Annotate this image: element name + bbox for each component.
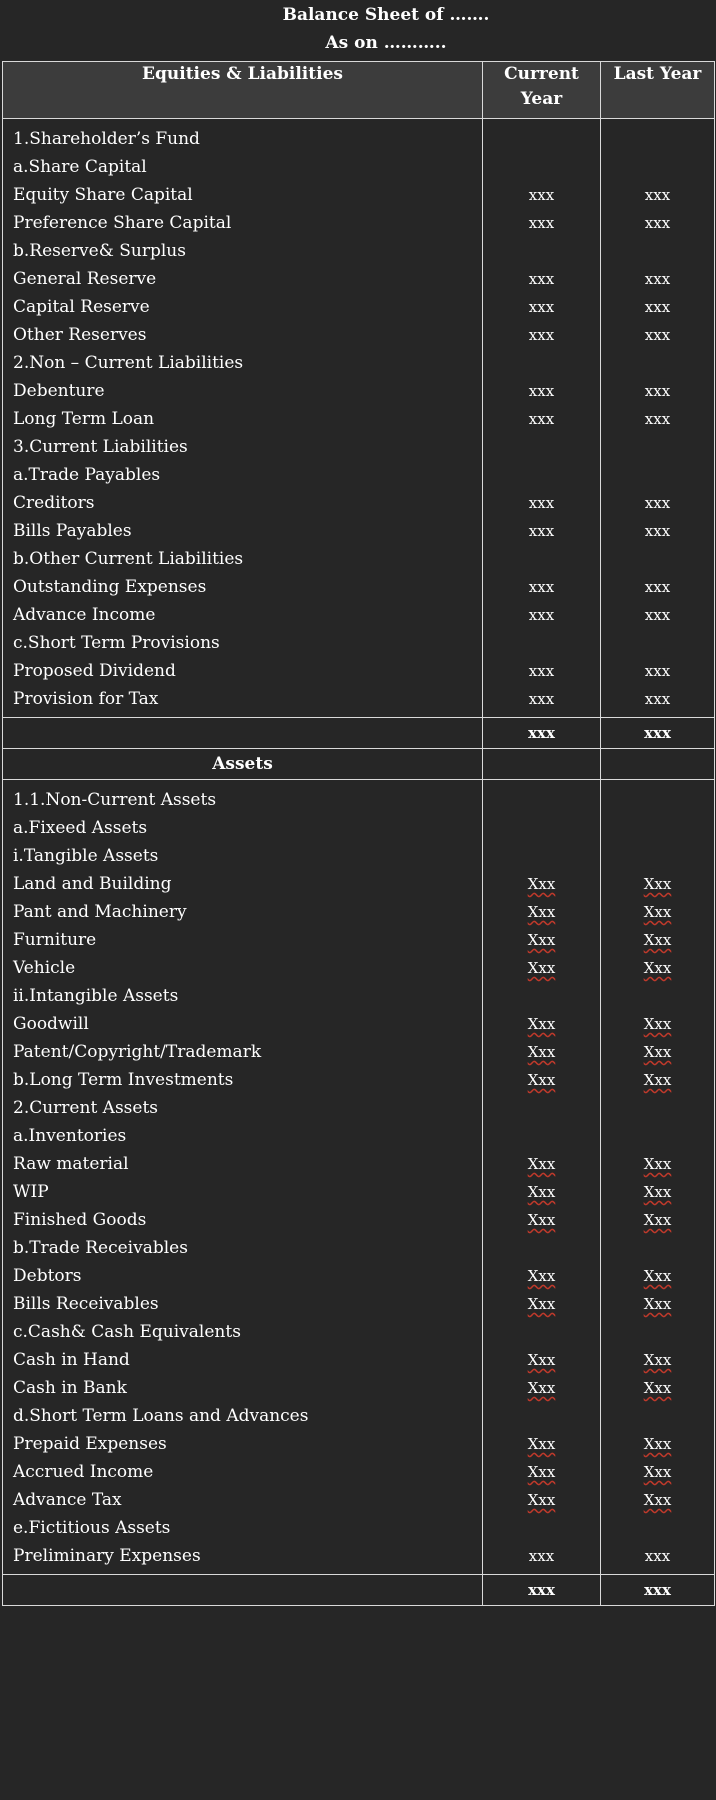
document-subtitle: As on ……….. [325, 33, 447, 53]
line-item-current-value [483, 1486, 600, 1514]
line-item-label: b.Reserve& Surplus [13, 241, 186, 261]
line-item-label: a.Share Capital [13, 157, 147, 177]
line-item-current-value [483, 629, 600, 657]
line-item-current-value-text: Xxx [527, 903, 556, 921]
assets-total-label-cell [3, 1575, 483, 1606]
line-item-current-value-text: Xxx [527, 959, 556, 977]
line-item-current-value-text: xxx [528, 298, 555, 316]
line-item-current-value [483, 209, 600, 237]
line-item-label: Finished Goods [13, 1210, 147, 1230]
liabilities-total-label-cell [3, 718, 483, 749]
line-item-current-value [483, 1514, 600, 1542]
balance-sheet-table [2, 61, 715, 1606]
line-item-last-value-text: Xxx [643, 1491, 672, 1509]
line-item-last-value-text: Xxx [643, 959, 672, 977]
cell-padding [483, 1570, 600, 1574]
line-item-label: Bills Receivables [13, 1294, 159, 1314]
line-item-label: 2.Non – Current Liabilities [13, 353, 244, 373]
document-title: Balance Sheet of ……. [282, 5, 490, 25]
line-item-label: b.Trade Receivables [13, 1238, 188, 1258]
line-item-label: Preference Share Capital [13, 213, 232, 233]
line-item-last-value-text: xxx [644, 1547, 671, 1565]
line-item-label: d.Short Term Loans and Advances [13, 1406, 309, 1426]
line-item-last-value [601, 1038, 714, 1066]
line-item-current-value-text: xxx [528, 270, 555, 288]
column-header-current-year: Current Year [483, 62, 601, 119]
line-item-current-value-text: Xxx [527, 1015, 556, 1033]
line-item-current-value-text: xxx [528, 662, 555, 680]
line-item-current-value [483, 405, 600, 433]
assets-heading-empty-cell [601, 749, 715, 780]
liabilities-description-cell [3, 119, 483, 718]
line-item-last-value-text: xxx [644, 326, 671, 344]
line-item-current-value [483, 926, 600, 954]
line-item-current-value-text: Xxx [527, 1183, 556, 1201]
line-item-last-value-text: xxx [644, 606, 671, 624]
line-item-current-value-text: xxx [528, 578, 555, 596]
line-item-last-value-text: Xxx [643, 1295, 672, 1313]
line-item-label: 1.Shareholder’s Fund [13, 129, 200, 149]
line-item-label: Other Reserves [13, 325, 147, 345]
line-item-label: 1.1.Non-Current Assets [13, 790, 217, 810]
line-item-last-value [601, 954, 714, 982]
line-item-last-value [601, 1150, 714, 1178]
assets-total-row [3, 1575, 715, 1606]
line-item-label: Land and Building [13, 874, 172, 894]
line-item-current-value [483, 573, 600, 601]
liabilities-total-last: xxx [601, 718, 715, 749]
line-item-label: 3.Current Liabilities [13, 437, 188, 457]
line-item-last-value [601, 1542, 714, 1570]
line-item-label: Debtors [13, 1266, 82, 1286]
cell-padding [601, 713, 714, 717]
line-item-label: WIP [13, 1182, 49, 1202]
line-item-last-value [601, 1122, 714, 1150]
line-item-label: Equity Share Capital [13, 185, 193, 205]
line-item-label: Pant and Machinery [13, 902, 187, 922]
line-item-label: i.Tangible Assets [13, 846, 159, 866]
liabilities-last-year-cell [601, 119, 715, 718]
line-item-last-value-text: xxx [644, 214, 671, 232]
line-item-current-value-text: xxx [528, 494, 555, 512]
line-item-current-value-text: Xxx [527, 1155, 556, 1173]
line-item-last-value-text: Xxx [643, 1267, 672, 1285]
line-item-last-value [601, 209, 714, 237]
line-item-current-value [483, 349, 600, 377]
line-item-label: Accrued Income [13, 1462, 154, 1482]
line-item-last-value [601, 573, 714, 601]
line-item-label: Debenture [13, 381, 105, 401]
line-item-last-value-text: xxx [644, 690, 671, 708]
line-item-current-value [483, 1122, 600, 1150]
assets-heading: Assets [3, 749, 483, 780]
line-item-current-value-text: Xxx [527, 1043, 556, 1061]
line-item-current-value-text: Xxx [527, 1351, 556, 1369]
line-item-last-value-text: xxx [644, 410, 671, 428]
line-item-current-value-text: Xxx [527, 931, 556, 949]
line-item-last-value [601, 786, 714, 814]
assets-body-row [3, 780, 715, 1575]
line-item-label: Advance Income [13, 605, 156, 625]
line-item-last-value [601, 293, 714, 321]
line-item-current-value-text: xxx [528, 214, 555, 232]
line-item-last-value [601, 461, 714, 489]
line-item-last-value [601, 629, 714, 657]
line-item-current-value-text: Xxx [527, 1463, 556, 1481]
line-item-current-value [483, 293, 600, 321]
column-header-last-year: Last Year [601, 62, 715, 119]
line-item-current-value-text: xxx [528, 690, 555, 708]
line-item-last-value-text: Xxx [643, 1351, 672, 1369]
line-item-current-value-text: Xxx [527, 1379, 556, 1397]
line-item-current-value-text: Xxx [527, 1267, 556, 1285]
line-item-last-value [601, 898, 714, 926]
line-item-current-value [483, 685, 600, 713]
line-item-current-value [483, 898, 600, 926]
line-item-last-value [601, 1402, 714, 1430]
assets-heading-row [3, 749, 715, 780]
line-item-last-value [601, 517, 714, 545]
line-item-current-value [483, 1094, 600, 1122]
assets-current-year-cell [483, 780, 601, 1575]
line-item-current-value [483, 1066, 600, 1094]
line-item-current-value [483, 237, 600, 265]
line-item-current-value [483, 786, 600, 814]
line-item-label: Raw material [13, 1154, 129, 1174]
line-item-label: a.Inventories [13, 1126, 127, 1146]
line-item-current-value-text: Xxx [527, 1295, 556, 1313]
line-item-current-value-text: xxx [528, 382, 555, 400]
line-item-label: Goodwill [13, 1014, 89, 1034]
line-item-current-value [483, 1206, 600, 1234]
line-item-current-value [483, 601, 600, 629]
line-item-last-value [601, 814, 714, 842]
line-item-last-value [601, 1486, 714, 1514]
table-header-row [3, 62, 715, 119]
line-item-current-value [483, 1318, 600, 1346]
line-item-label: Capital Reserve [13, 297, 150, 317]
line-item-label: Vehicle [13, 958, 76, 978]
line-item-last-value [601, 1290, 714, 1318]
line-item-current-value-text: xxx [528, 410, 555, 428]
line-item-last-value [601, 926, 714, 954]
line-item-current-value [483, 461, 600, 489]
line-item-last-value-text: xxx [644, 522, 671, 540]
line-item-last-value [601, 489, 714, 517]
assets-description-cell [3, 780, 483, 1575]
line-item-last-value [601, 433, 714, 461]
line-item-last-value [601, 125, 714, 153]
cell-padding [3, 713, 482, 717]
line-item-current-value [483, 181, 600, 209]
line-item-last-value [601, 657, 714, 685]
line-item-label: General Reserve [13, 269, 157, 289]
line-item-current-value [483, 321, 600, 349]
line-item-current-value [483, 954, 600, 982]
line-item-last-value [601, 1066, 714, 1094]
assets-heading-empty-cell [483, 749, 601, 780]
line-item-current-value-text: xxx [528, 1547, 555, 1565]
line-item-current-value [483, 1430, 600, 1458]
line-item-last-value [601, 1262, 714, 1290]
line-item-current-value-text: xxx [528, 326, 555, 344]
line-item-label: c.Cash& Cash Equivalents [13, 1322, 241, 1342]
liabilities-total-row [3, 718, 715, 749]
line-item-label: ii.Intangible Assets [13, 986, 179, 1006]
line-item-last-value [601, 1374, 714, 1402]
line-item-label: Advance Tax [13, 1490, 122, 1510]
line-item-current-value [483, 153, 600, 181]
line-item-current-value [483, 1290, 600, 1318]
line-item-current-value [483, 1402, 600, 1430]
line-item-last-value-text: Xxx [643, 903, 672, 921]
line-item-label: Outstanding Expenses [13, 577, 207, 597]
line-item-label: Prepaid Expenses [13, 1434, 167, 1454]
line-item-last-value [601, 982, 714, 1010]
liabilities-current-year-cell [483, 119, 601, 718]
line-item-current-value-text: xxx [528, 606, 555, 624]
line-item-label: e.Fictitious Assets [13, 1518, 171, 1538]
line-item-last-value [601, 601, 714, 629]
line-item-last-value-text: xxx [644, 186, 671, 204]
line-item-current-value [483, 1178, 600, 1206]
line-item-current-value [483, 1150, 600, 1178]
line-item-current-value [483, 1010, 600, 1038]
line-item-label: c.Short Term Provisions [13, 633, 220, 653]
line-item-label: Furniture [13, 930, 97, 950]
line-item-label: Bills Payables [13, 521, 132, 541]
line-item-label: Long Term Loan [13, 409, 155, 429]
line-item-last-value [601, 1430, 714, 1458]
line-item-current-value [483, 377, 600, 405]
line-item-current-value-text: Xxx [527, 1491, 556, 1509]
line-item-current-value [483, 1542, 600, 1570]
line-item-current-value [483, 1346, 600, 1374]
line-item-last-value [601, 1514, 714, 1542]
line-item-last-value [601, 1346, 714, 1374]
cell-padding [3, 1570, 482, 1574]
line-item-label: Provision for Tax [13, 689, 159, 709]
line-item-last-value [601, 842, 714, 870]
line-item-label: b.Other Current Liabilities [13, 549, 244, 569]
line-item-current-value-text: xxx [528, 522, 555, 540]
line-item-label: a.Fixeed Assets [13, 818, 148, 838]
liabilities-total-current: xxx [483, 718, 601, 749]
line-item-current-value [483, 1038, 600, 1066]
line-item-current-value [483, 545, 600, 573]
line-item-label: Creditors [13, 493, 95, 513]
assets-last-year-cell [601, 780, 715, 1575]
line-item-last-value [601, 349, 714, 377]
line-item-last-value-text: Xxx [643, 1183, 672, 1201]
line-item-last-value-text: Xxx [643, 1043, 672, 1061]
line-item-current-value [483, 982, 600, 1010]
line-item-last-value-text: Xxx [643, 875, 672, 893]
line-item-last-value-text: Xxx [643, 1211, 672, 1229]
line-item-last-value-text: xxx [644, 298, 671, 316]
line-item-current-value [483, 1234, 600, 1262]
line-item-last-value-text: Xxx [643, 1015, 672, 1033]
line-item-last-value [601, 870, 714, 898]
line-item-last-value [601, 153, 714, 181]
line-item-last-value [601, 265, 714, 293]
line-item-last-value [601, 1178, 714, 1206]
line-item-label: Preliminary Expenses [13, 1546, 201, 1566]
line-item-current-value-text: xxx [528, 186, 555, 204]
line-item-current-value [483, 125, 600, 153]
line-item-last-value [601, 1206, 714, 1234]
liabilities-body-row [3, 119, 715, 718]
line-item-current-value [483, 814, 600, 842]
line-item-label: Cash in Hand [13, 1350, 130, 1370]
line-item-current-value [483, 489, 600, 517]
line-item-label: Cash in Bank [13, 1378, 127, 1398]
line-item-last-value-text: Xxx [643, 1071, 672, 1089]
line-item-last-value [601, 377, 714, 405]
line-item-last-value-text: xxx [644, 662, 671, 680]
line-item-current-value-text: Xxx [527, 1435, 556, 1453]
line-item-label: a.Trade Payables [13, 465, 161, 485]
line-item-current-value-text: Xxx [527, 875, 556, 893]
line-item-current-value [483, 265, 600, 293]
line-item-current-value [483, 433, 600, 461]
line-item-last-value [601, 1458, 714, 1486]
assets-total-last: xxx [601, 1575, 715, 1606]
line-item-last-value [601, 1010, 714, 1038]
line-item-last-value [601, 1094, 714, 1122]
line-item-last-value [601, 321, 714, 349]
line-item-current-value [483, 1458, 600, 1486]
line-item-current-value-text: Xxx [527, 1071, 556, 1089]
line-item-last-value-text: Xxx [643, 931, 672, 949]
cell-padding [483, 713, 600, 717]
line-item-label: 2.Current Assets [13, 1098, 159, 1118]
line-item-last-value-text: xxx [644, 578, 671, 596]
line-item-last-value [601, 237, 714, 265]
line-item-last-value-text: xxx [644, 494, 671, 512]
line-item-last-value [601, 181, 714, 209]
line-item-current-value [483, 842, 600, 870]
line-item-label: Proposed Dividend [13, 661, 176, 681]
column-header-description: Equities & Liabilities [3, 62, 483, 119]
line-item-last-value [601, 1318, 714, 1346]
line-item-label: Patent/Copyright/Trademark [13, 1042, 262, 1062]
cell-padding [601, 1570, 714, 1574]
line-item-label: b.Long Term Investments [13, 1070, 234, 1090]
line-item-last-value [601, 405, 714, 433]
line-item-last-value-text: Xxx [643, 1155, 672, 1173]
line-item-current-value-text: Xxx [527, 1211, 556, 1229]
line-item-last-value-text: xxx [644, 382, 671, 400]
line-item-last-value-text: Xxx [643, 1463, 672, 1481]
line-item-current-value [483, 1262, 600, 1290]
line-item-last-value [601, 685, 714, 713]
line-item-last-value [601, 1234, 714, 1262]
line-item-last-value-text: Xxx [643, 1379, 672, 1397]
line-item-last-value-text: Xxx [643, 1435, 672, 1453]
line-item-current-value [483, 1374, 600, 1402]
line-item-current-value [483, 657, 600, 685]
assets-total-current: xxx [483, 1575, 601, 1606]
line-item-current-value [483, 517, 600, 545]
line-item-last-value [601, 545, 714, 573]
line-item-last-value-text: xxx [644, 270, 671, 288]
line-item-current-value [483, 870, 600, 898]
